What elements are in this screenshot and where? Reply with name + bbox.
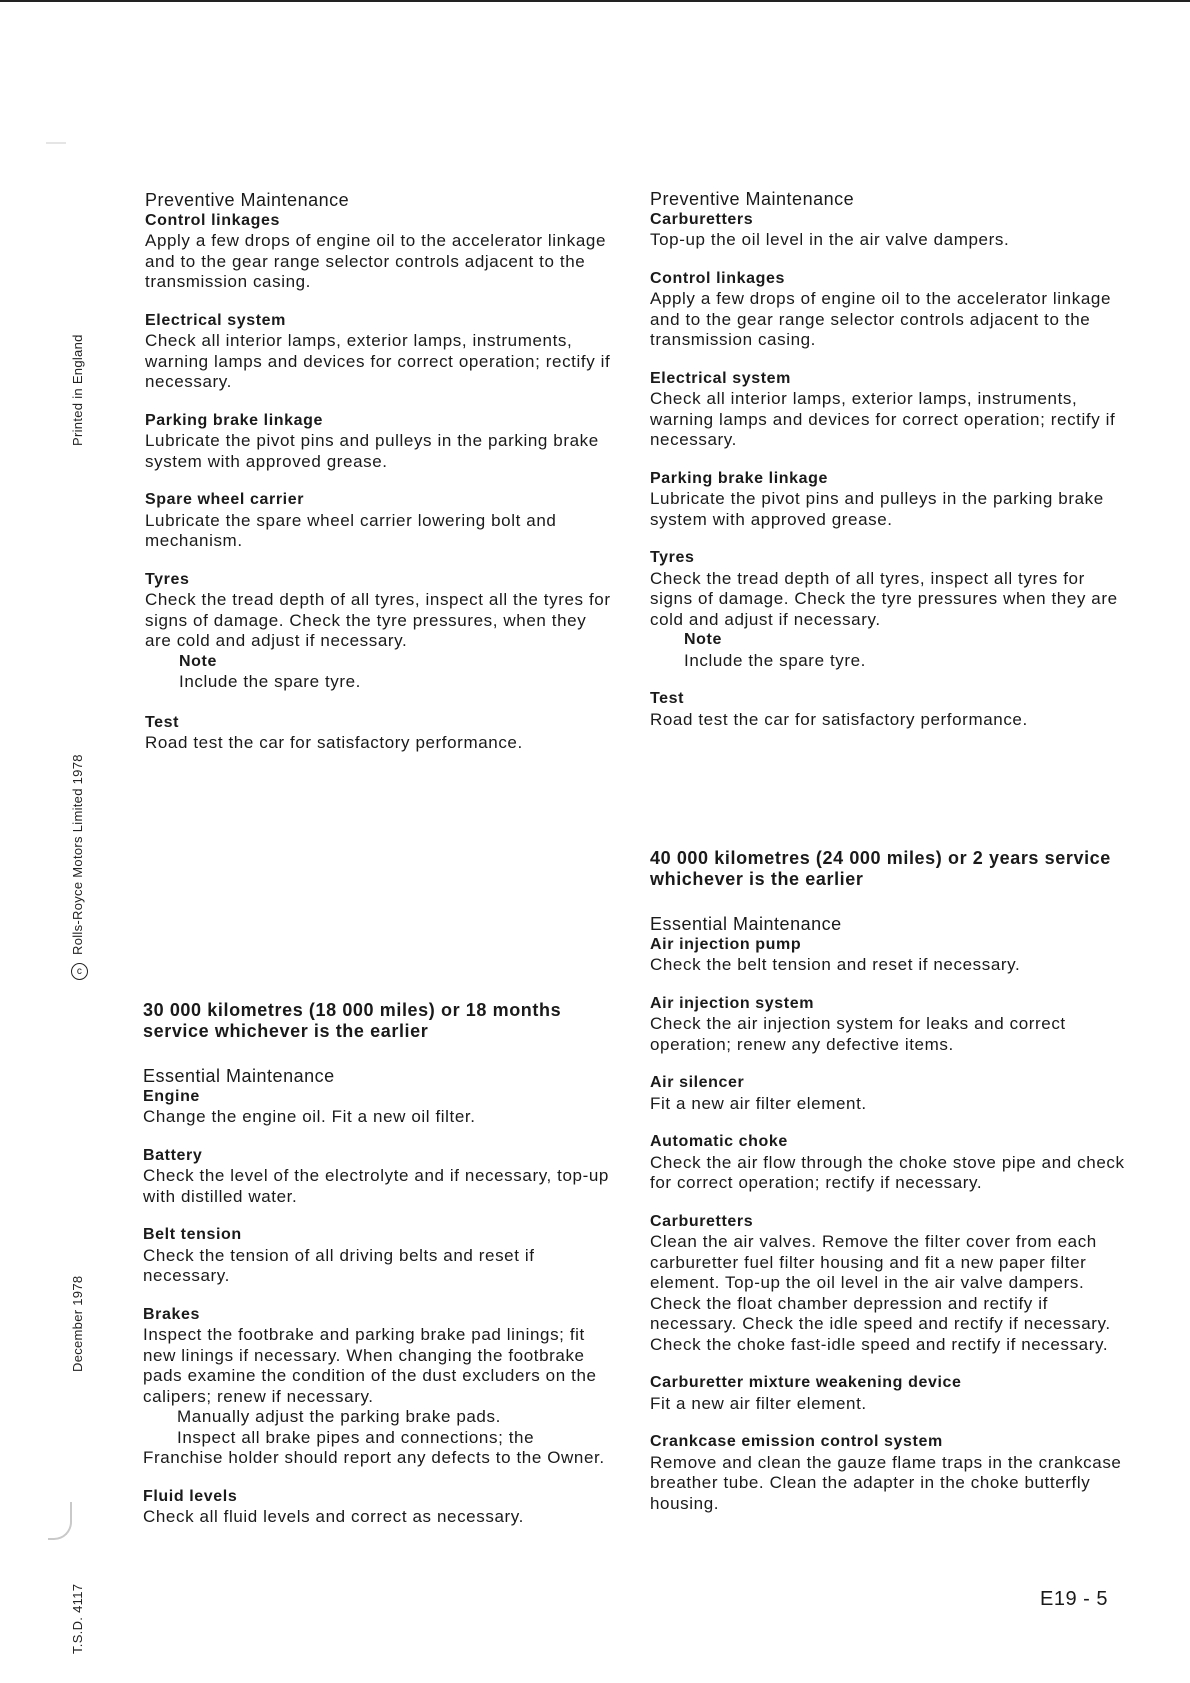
- item-text: Check the belt tension and reset if necessary.: [650, 955, 1021, 974]
- note-heading: Note: [179, 652, 217, 670]
- note-text: Include the spare tyre.: [179, 672, 362, 691]
- item-block: [143, 1487, 613, 1528]
- page-number: E19 - 5: [1040, 1588, 1108, 1610]
- item-block: [145, 570, 615, 693]
- item-text: Check all interior lamps, exterior lamps, instruments, warning lamps and devices for correct operation; rectify if necessary.: [650, 389, 1116, 449]
- note-block: [650, 630, 1130, 671]
- item-heading: Carburetters: [650, 1212, 754, 1230]
- item-text: Check all fluid levels and correct as necessary.: [143, 1507, 524, 1526]
- copyright-icon: c: [71, 963, 88, 980]
- item-block: [650, 994, 1130, 1056]
- left-bottom-section: [143, 1000, 613, 1546]
- item-text: Check all interior lamps, exterior lamps, instruments, warning lamps and devices for correct operation; rectify if necessary.: [145, 331, 611, 391]
- item-text: Check the air flow through the choke stove pipe and check for correct operation; rectify if necessary.: [650, 1152, 1125, 1192]
- item-heading: Fluid levels: [143, 1487, 238, 1505]
- item-text: Remove and clean the gauze flame traps in the crankcase breather tube. Clean the adapter in the choke butterfly housing.: [650, 1452, 1122, 1513]
- section-title: Preventive Maintenance: [650, 189, 855, 209]
- interval-heading: 40 000 kilometres (24 000 miles) or 2 years service whichever is the earlier: [650, 848, 1111, 889]
- brakes-extra-text: Manually adjust the parking brake pads.: [177, 1407, 501, 1426]
- item-heading: Electrical system: [650, 369, 791, 387]
- item-heading: Crankcase emission control system: [650, 1433, 943, 1450]
- item-heading: Belt tension: [143, 1226, 242, 1243]
- item-heading: Test: [145, 713, 180, 731]
- item-block: [650, 1132, 1130, 1194]
- item-text: Inspect the footbrake and parking brake pad linings; fit new linings if necessary. When changing the footbrake pads examine the condition of the dust excluders on the calipers; renew if necessary.: [143, 1325, 597, 1406]
- item-heading: Tyres: [650, 549, 695, 566]
- item-heading: Brakes: [143, 1305, 200, 1323]
- item-heading: Air injection system: [650, 994, 815, 1012]
- item-heading: Parking brake linkage: [650, 469, 829, 487]
- item-block: [650, 210, 1130, 251]
- note-heading: Note: [684, 631, 722, 648]
- right-bottom-section: [650, 848, 1130, 1532]
- item-text: Apply a few drops of engine oil to the accelerator linkage and to the gear range selector controls adjacent to the transmission casing.: [650, 289, 1112, 349]
- item-text: Check the air injection system for leaks and correct operation; renew any defective items.: [650, 1014, 1066, 1054]
- top-border-line: [0, 0, 1190, 2]
- binding-mark: [48, 1502, 72, 1540]
- item-heading: Spare wheel carrier: [145, 491, 305, 508]
- item-block: [650, 1073, 1130, 1114]
- item-block: [650, 1373, 1130, 1414]
- item-text: Lubricate the pivot pins and pulleys in the parking brake system with approved grease.: [145, 431, 599, 471]
- item-block: [145, 713, 615, 754]
- item-heading: Control linkages: [145, 211, 280, 229]
- item-block: [145, 411, 615, 473]
- side-tsd: T.S.D. 4117: [70, 1583, 85, 1654]
- item-heading: Air injection pump: [650, 935, 802, 953]
- item-text: Top-up the oil level in the air valve dampers.: [650, 230, 1010, 249]
- item-text: Road test the car for satisfactory performance.: [650, 709, 1028, 729]
- item-block: [650, 548, 1130, 671]
- item-block: [650, 935, 1130, 976]
- item-text: Check the level of the electrolyte and if necessary, top-up with distilled water.: [143, 1166, 609, 1206]
- item-block: [650, 469, 1130, 531]
- right-top-section: [650, 189, 1130, 748]
- note-text: Include the spare tyre.: [684, 650, 867, 670]
- section-title: Essential Maintenance: [143, 1066, 335, 1086]
- item-text: Apply a few drops of engine oil to the accelerator linkage and to the gear range selector controls adjacent to the transmission casing.: [145, 231, 607, 291]
- left-top-section: [145, 190, 615, 772]
- item-heading: Battery: [143, 1146, 203, 1164]
- section-title: Preventive Maintenance: [145, 190, 350, 210]
- item-block: [650, 689, 1130, 730]
- item-block: [143, 1146, 613, 1208]
- side-date: December 1978: [70, 1275, 85, 1372]
- item-block: [143, 1087, 613, 1128]
- note-block: [145, 652, 615, 693]
- item-text: Fit a new air filter element.: [650, 1093, 867, 1113]
- item-heading: Electrical system: [145, 311, 286, 329]
- item-heading: Control linkages: [650, 269, 785, 287]
- item-heading: Tyres: [145, 570, 190, 588]
- side-copyright: [70, 754, 88, 980]
- item-text: Change the engine oil. Fit a new oil filter.: [143, 1107, 476, 1126]
- section-title: Essential Maintenance: [650, 914, 842, 934]
- side-printed-in-england: Printed in England: [70, 334, 85, 446]
- item-block: [145, 311, 615, 393]
- interval-heading: 30 000 kilometres (18 000 miles) or 18 months service whichever is the earlier: [143, 1000, 562, 1041]
- item-text: Check the tread depth of all tyres, inspect all tyres for signs of damage. Check the tyre pressures when they are cold and adjust if necessary.: [650, 568, 1118, 629]
- item-block: [143, 1225, 613, 1287]
- item-heading: Air silencer: [650, 1074, 745, 1091]
- item-heading: Engine: [143, 1087, 200, 1105]
- item-block: [650, 369, 1130, 451]
- item-heading: Carburetters: [650, 210, 754, 228]
- item-block: [650, 1212, 1130, 1356]
- item-text: Lubricate the spare wheel carrier lowering bolt and mechanism.: [145, 510, 557, 550]
- item-heading: Parking brake linkage: [145, 411, 324, 429]
- item-text: Check the tension of all driving belts and reset if necessary.: [143, 1245, 535, 1285]
- item-text: Lubricate the pivot pins and pulleys in the parking brake system with approved grease.: [650, 489, 1104, 529]
- item-heading: Test: [650, 690, 685, 707]
- item-block: [145, 490, 615, 552]
- brakes-extra-text: Inspect all brake pipes and connections; the Franchise holder should report any defects to the Owner.: [143, 1427, 605, 1467]
- item-block: [650, 1432, 1130, 1514]
- copyright-text: Rolls-Royce Motors Limited 1978: [70, 754, 85, 955]
- item-heading: Carburetter mixture weakening device: [650, 1374, 962, 1391]
- item-heading: Automatic choke: [650, 1133, 788, 1150]
- item-text: Check the tread depth of all tyres, inspect all the tyres for signs of damage. Check the tyre pressures, when they are cold and adjust if necessary.: [145, 590, 611, 650]
- item-text: Road test the car for satisfactory performance.: [145, 733, 523, 752]
- item-block: [145, 211, 615, 293]
- item-text: Clean the air valves. Remove the filter cover from each carburetter fuel filter housing and fit a new paper filter element. Top-up the oil level in the air valve dampers. Check the float chamber depression and rectify if necessary. Check the idle speed and rectify if necessary. Check the choke fast-idle speed and rectify if necessary.: [650, 1232, 1111, 1354]
- item-text: Fit a new air filter element.: [650, 1393, 867, 1413]
- item-block: [650, 269, 1130, 351]
- scan-smudge: [46, 142, 66, 144]
- item-block: [143, 1305, 613, 1469]
